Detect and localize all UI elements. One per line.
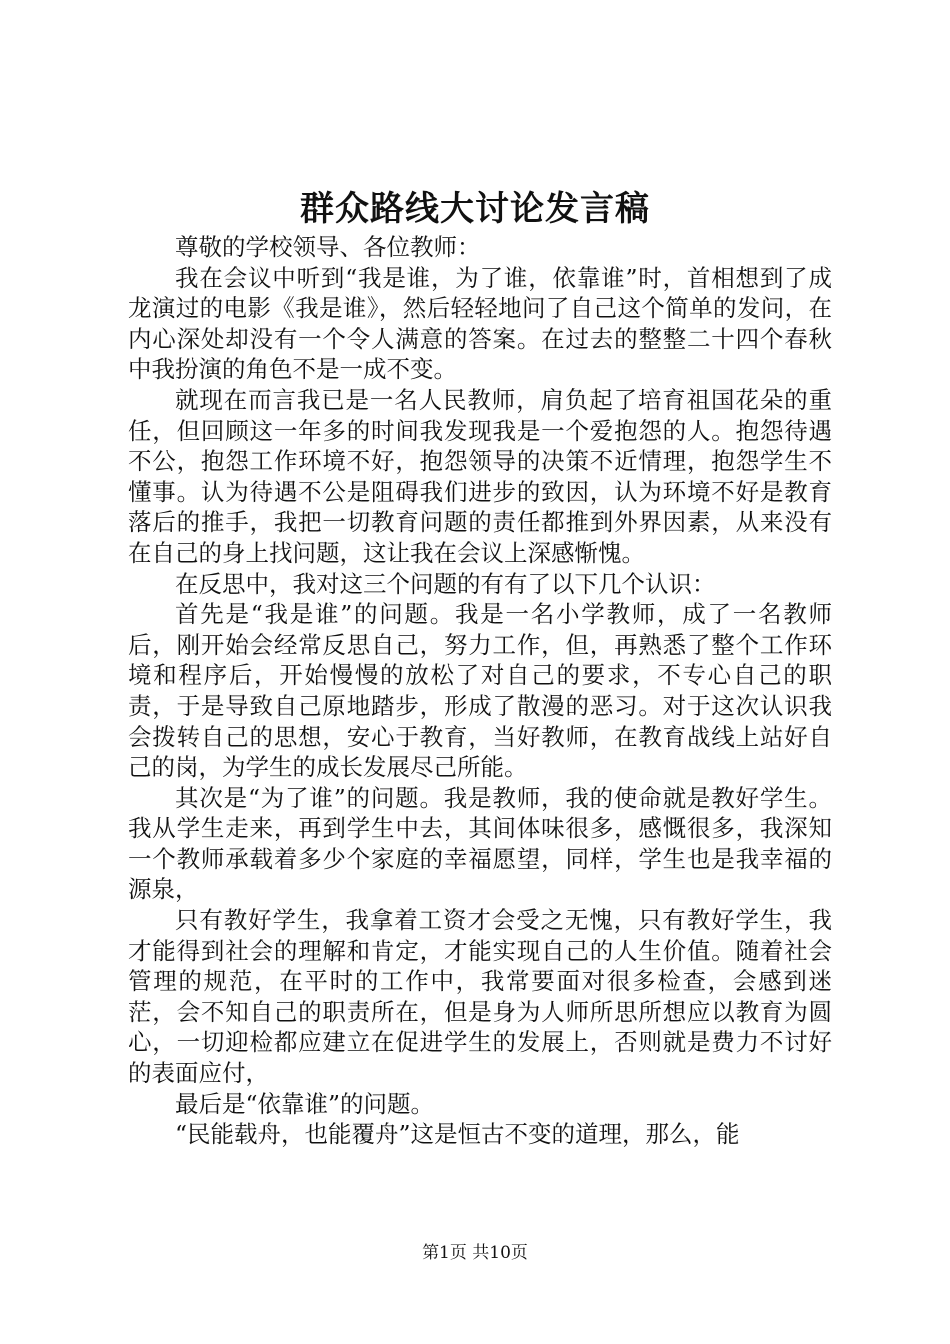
paragraph: 我在会议中听到“我是谁，为了谁，依靠谁”时，首相想到了成龙演过的电影《我是谁》，然后轻轻地问了自己这个简单的发问，在内心深处却没有一个令人满意的答案。在过去的整整二十四个春秋中我扮演的角色不是一成不变。: [128, 263, 832, 384]
document-title: 群众路线大讨论发言稿: [300, 189, 650, 229]
paragraph: 在反思中，我对这三个问题的有有了以下几个认识：: [175, 569, 716, 598]
document-body: [128, 232, 832, 1150]
paragraph-salutation: 尊敬的学校领导、各位教师：: [175, 233, 481, 261]
paragraph: 首先是“我是谁”的问题。我是一名小学教师，成了一名教师后，刚开始会经常反思自己，努力工作，但，再熟悉了整个工作环境和程序后，开始慢慢的放松了对自己的要求，不专心自己的职责，于是导致自己原地踏步，形成了散漫的恶习。对于这次认识我会拨转自己的思想，安心于教育，当好教师，在教育战线上站好自己的岗，为学生的成长发展尽己所能。: [128, 600, 832, 782]
paragraph: 其次是“为了谁”的问题。我是教师，我的使命就是教好学生。我从学生走来，再到学生中去，其间体味很多，感慨很多，我深知一个教师承载着多少个家庭的幸福愿望，同样，学生也是我幸福的源泉，: [128, 783, 832, 904]
page-number-footer: 第1页 共10页: [422, 1243, 528, 1263]
paragraph: “民能载舟，也能覆舟”这是恒古不变的道理，那么，能: [175, 1120, 740, 1149]
paragraph: 就现在而言我已是一名人民教师，肩负起了培育祖国花朵的重任，但回顾这一年多的时间我发现我是一个爱抱怨的人。抱怨待遇不公，抱怨工作环境不好，抱怨领导的决策不近情理，抱怨学生不懂事。认为待遇不公是阻碍我们进步的致因，认为环境不好是教育落后的推手，我把一切教育问题的责任都推到外界因素，从来没有在自己的身上找问题，这让我在会议上深感惭愧。: [128, 385, 832, 567]
paragraph: 只有教好学生，我拿着工资才会受之无愧，只有教好学生，我才能得到社会的理解和肯定，才能实现自己的人生价值。随着社会管理的规范，在平时的工作中，我常要面对很多检查，会感到迷茫，会不知自己的职责所在，但是身为人师所思所想应以教育为圆心，一切迎检都应建立在促进学生的发展上，否则就是费力不讨好的表面应付，: [128, 906, 832, 1088]
paragraph: 最后是“依靠谁”的问题。: [175, 1089, 435, 1118]
